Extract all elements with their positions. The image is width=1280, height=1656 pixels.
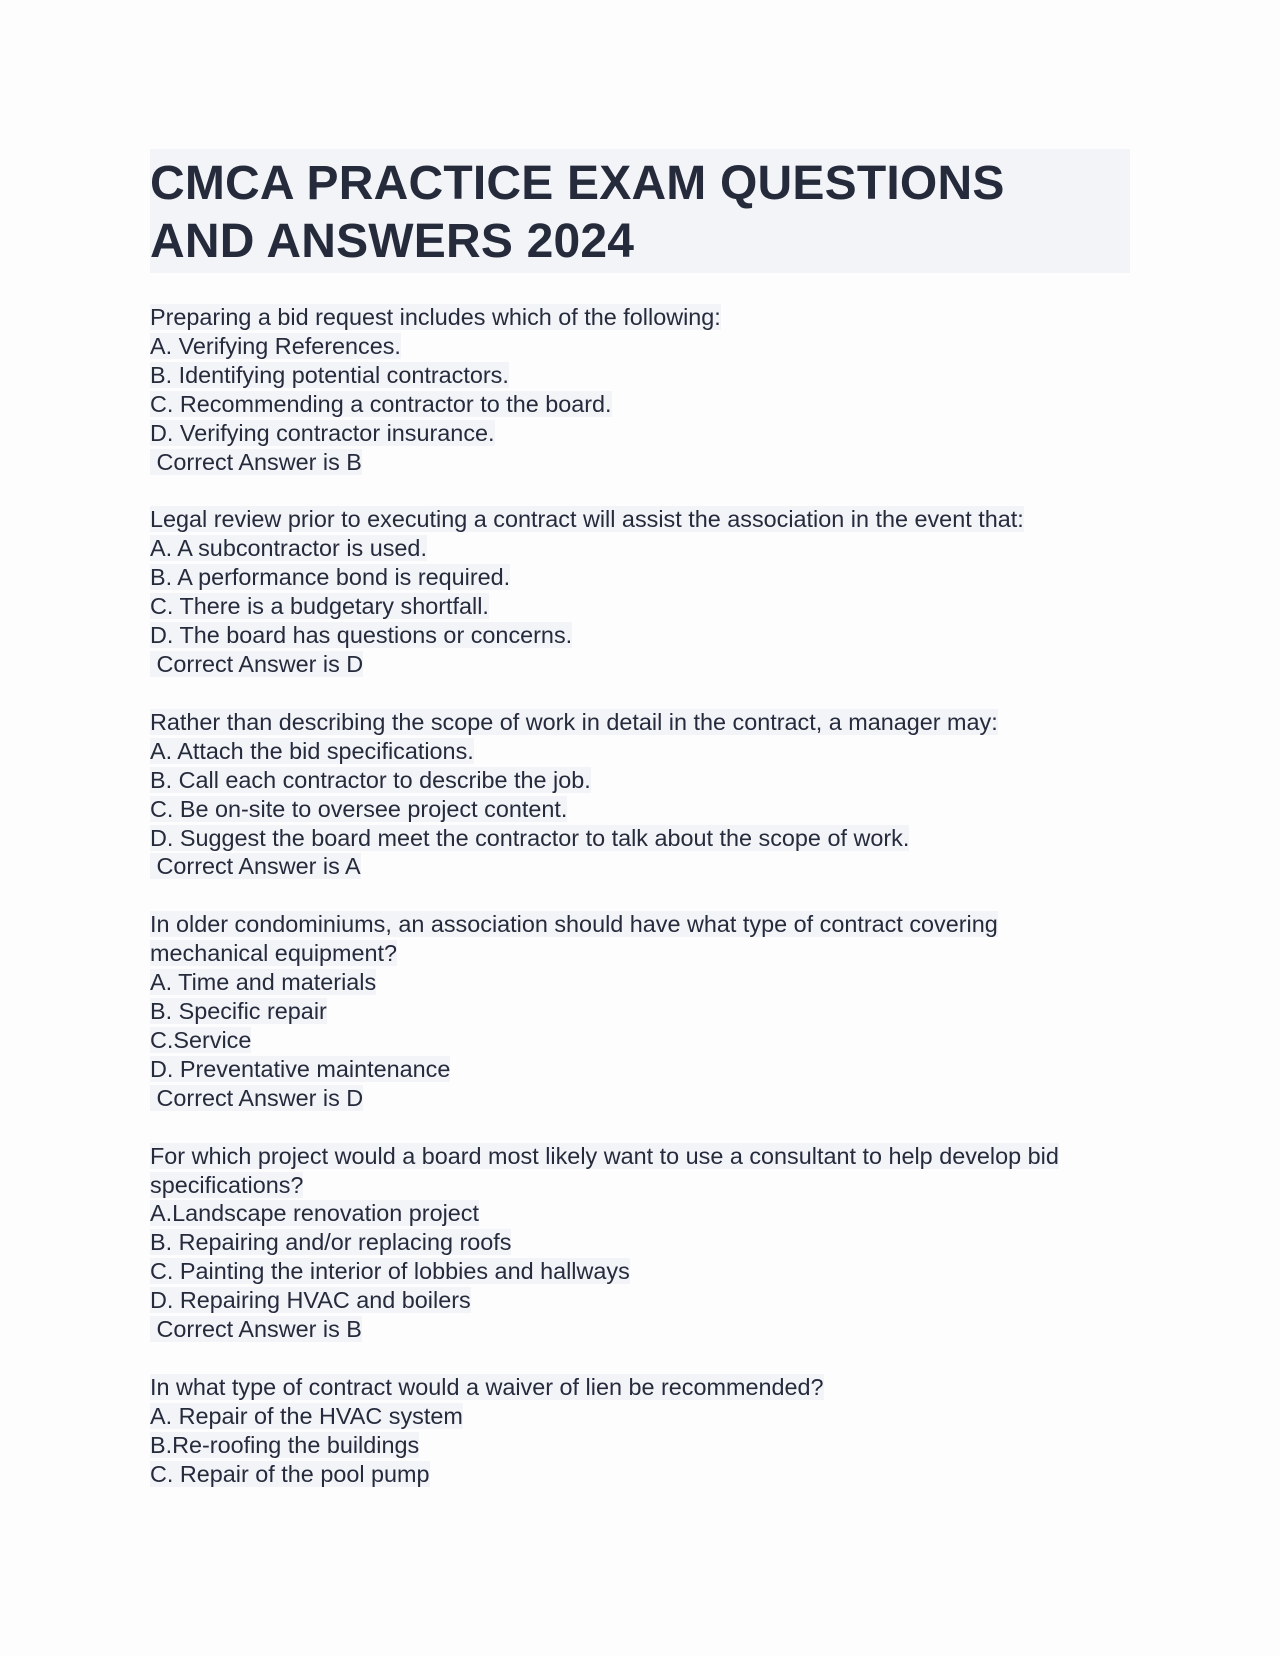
answer-option: D. Preventative maintenance: [150, 1055, 451, 1082]
question-block: [150, 1373, 1130, 1489]
answer-option-line: [150, 534, 1130, 563]
correct-answer: Correct Answer is A: [150, 853, 361, 880]
answer-option: A. Time and materials: [150, 969, 377, 996]
answer-option-line: [150, 1286, 1130, 1315]
answer-option: C.Service: [150, 1026, 252, 1053]
question-stem: mechanical equipment?: [150, 940, 398, 967]
question-block: [150, 1142, 1130, 1344]
answer-option-line: [150, 332, 1130, 361]
question-stem-line: [150, 1373, 1130, 1402]
question-list: [150, 303, 1130, 1489]
answer-option-line: [150, 1402, 1130, 1431]
answer-option-line: [150, 1055, 1130, 1084]
correct-answer-line: [150, 1084, 1130, 1113]
answer-option-line: [150, 1228, 1130, 1257]
question-stem-line: [150, 1142, 1130, 1171]
question-stem-line: [150, 910, 1130, 939]
answer-option: C. Recommending a contractor to the board.: [150, 390, 612, 417]
question-block: [150, 505, 1130, 678]
answer-option: D. Verifying contractor insurance.: [150, 419, 495, 446]
title-line-1: CMCA PRACTICE EXAM QUESTIONS: [150, 157, 1005, 210]
question-stem-line: [150, 708, 1130, 737]
answer-option-line: [150, 997, 1130, 1026]
answer-option-line: [150, 592, 1130, 621]
question-stem-line: [150, 1171, 1130, 1200]
answer-option: C. Repair of the pool pump: [150, 1460, 430, 1487]
answer-option: C. Painting the interior of lobbies and hallways: [150, 1258, 630, 1285]
correct-answer-line: [150, 650, 1130, 679]
correct-answer: Correct Answer is B: [150, 448, 362, 475]
correct-answer: Correct Answer is D: [150, 650, 364, 677]
correct-answer: Correct Answer is B: [150, 1316, 362, 1343]
answer-option: B. Identifying potential contractors.: [150, 361, 509, 388]
answer-option-line: [150, 824, 1130, 853]
answer-option-line: [150, 968, 1130, 997]
correct-answer-line: [150, 852, 1130, 881]
answer-option: A. Verifying References.: [150, 332, 401, 359]
question-stem: specifications?: [150, 1171, 304, 1198]
answer-option: B. Specific repair: [150, 998, 327, 1025]
question-stem: Legal review prior to executing a contract will assist the association in the event that:: [150, 506, 1024, 533]
question-stem-line: [150, 939, 1130, 968]
document-page: [150, 149, 1130, 1518]
answer-option: A.Landscape renovation project: [150, 1200, 479, 1227]
answer-option-line: [150, 1199, 1130, 1228]
answer-option-line: [150, 766, 1130, 795]
answer-option-line: [150, 1257, 1130, 1286]
answer-option: A. Repair of the HVAC system: [150, 1402, 463, 1429]
correct-answer-line: [150, 1315, 1130, 1344]
answer-option-line: [150, 621, 1130, 650]
answer-option-line: [150, 1431, 1130, 1460]
question-stem: Rather than describing the scope of work in detail in the contract, a manager may:: [150, 708, 998, 735]
answer-option: A. A subcontractor is used.: [150, 535, 427, 562]
answer-option-line: [150, 361, 1130, 390]
answer-option-line: [150, 563, 1130, 592]
answer-option: C. There is a budgetary shortfall.: [150, 593, 489, 620]
answer-option: B.Re-roofing the buildings: [150, 1431, 420, 1458]
question-stem-line: [150, 303, 1130, 332]
answer-option: A. Attach the bid specifications.: [150, 737, 474, 764]
question-stem: In what type of contract would a waiver of lien be recommended?: [150, 1374, 824, 1400]
answer-option-line: [150, 795, 1130, 824]
answer-option-line: [150, 737, 1130, 766]
answer-option-line: [150, 419, 1130, 448]
question-stem: For which project would a board most likely want to use a consultant to help develop bid: [150, 1142, 1059, 1169]
answer-option: D. The board has questions or concerns.: [150, 622, 573, 649]
answer-option: D. Repairing HVAC and boilers: [150, 1287, 471, 1314]
question-block: [150, 303, 1130, 476]
answer-option: B. Call each contractor to describe the job.: [150, 766, 591, 793]
correct-answer: Correct Answer is D: [150, 1084, 364, 1111]
answer-option: C. Be on-site to oversee project content.: [150, 795, 568, 822]
question-stem: In older condominiums, an association should have what type of contract covering: [150, 911, 998, 938]
answer-option: B. Repairing and/or replacing roofs: [150, 1229, 512, 1256]
answer-option: D. Suggest the board meet the contractor to talk about the scope of work.: [150, 824, 910, 851]
question-stem: Preparing a bid request includes which of the following:: [150, 304, 721, 330]
answer-option-line: [150, 1026, 1130, 1055]
answer-option-line: [150, 390, 1130, 419]
document-title: [150, 149, 1130, 273]
answer-option-line: [150, 1460, 1130, 1489]
question-stem-line: [150, 505, 1130, 534]
question-block: [150, 708, 1130, 881]
question-block: [150, 910, 1130, 1112]
answer-option: B. A performance bond is required.: [150, 564, 511, 591]
title-line-2: AND ANSWERS 2024: [150, 215, 635, 268]
correct-answer-line: [150, 448, 1130, 477]
